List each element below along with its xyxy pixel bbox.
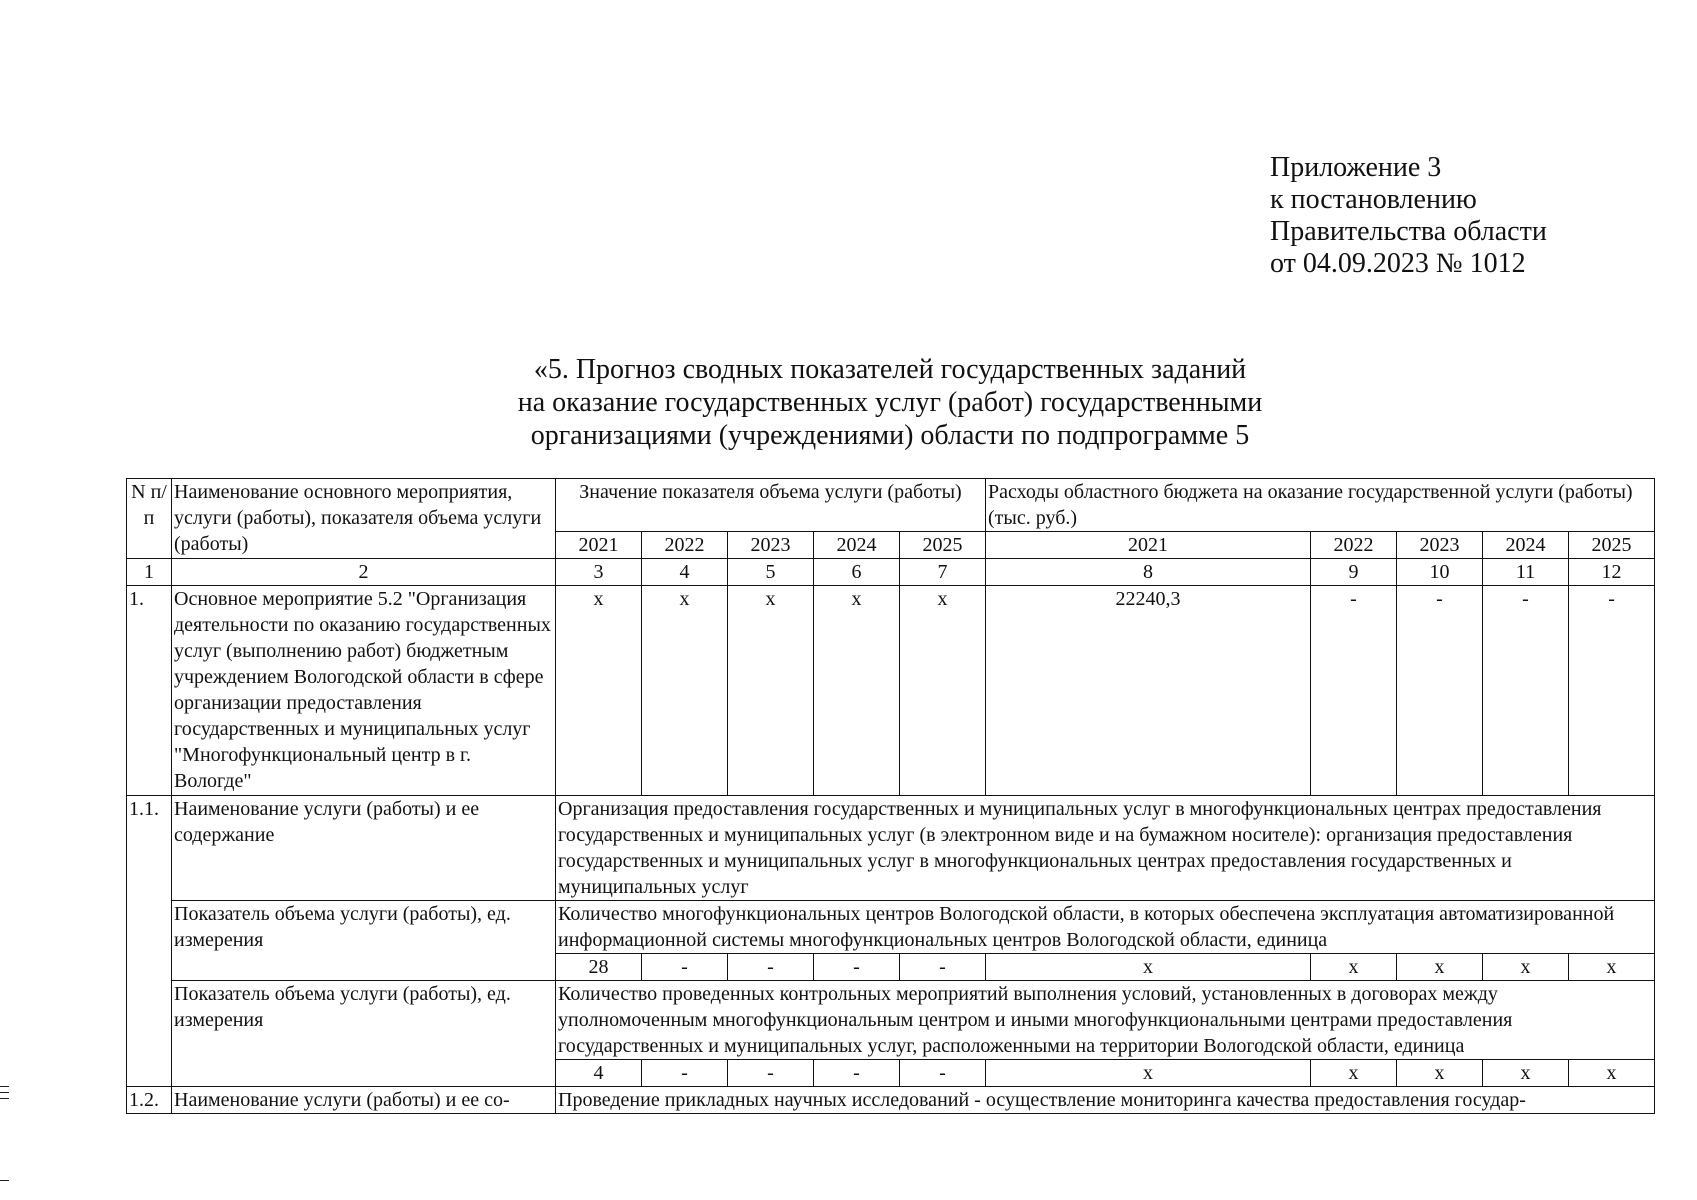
expense-cell: 22240,3	[986, 586, 1311, 796]
col-number: 6	[814, 559, 900, 586]
year-cell: 2021	[556, 532, 642, 559]
table-row-1-2-service	[127, 1087, 1655, 1114]
table-row-1-1-service	[127, 796, 1655, 901]
document-title	[430, 353, 1350, 452]
value-cell: -	[814, 954, 900, 981]
service-text: Проведение прикладных научных исследований - осуществление мониторинга качества предоставления государ-	[556, 1087, 1655, 1114]
col-number: 1	[127, 559, 172, 586]
row-num: 1.2.	[127, 1087, 172, 1114]
value-cell: 28	[556, 954, 642, 981]
margin-tick	[0, 1086, 9, 1087]
indicator-label: Показатель объема услуги (работы), ед. измерения	[172, 901, 556, 981]
col-number: 7	[900, 559, 986, 586]
expense-cell: х	[986, 954, 1311, 981]
appendix-line-3: Правительства области	[1270, 216, 1547, 247]
appendix-line-4: от 04.09.2023 № 1012	[1270, 248, 1526, 279]
expense-cell: -	[1569, 586, 1655, 796]
expense-cell: х	[1569, 954, 1655, 981]
expense-cell: х	[986, 1060, 1311, 1087]
value-cell: -	[900, 1060, 986, 1087]
indicator-text: Количество проведенных контрольных мероприятий выполнения условий, установленных в договорах между уполномоченным многофункциональным центром и иными многофункциональными центрами предоставления государственных и муниципальных услуг, расположенными на территории Вологодской области, единица	[556, 981, 1655, 1060]
value-cell: -	[728, 1060, 814, 1087]
row-num: 1.1.	[127, 796, 172, 1087]
col-number: 5	[728, 559, 814, 586]
expense-cell: -	[1483, 586, 1569, 796]
indicator-label: Показатель объема услуги (работы), ед. измерения	[172, 981, 556, 1087]
table-row-1	[127, 586, 1655, 796]
year-cell: 2023	[728, 532, 814, 559]
value-cell: х	[728, 586, 814, 796]
expense-cell: х	[1483, 954, 1569, 981]
col-number: 9	[1311, 559, 1397, 586]
appendix-line-2: к постановлению	[1270, 184, 1477, 215]
row-num: 1.	[127, 586, 172, 796]
year-cell: 2025	[900, 532, 986, 559]
title-line-1: «5. Прогноз сводных показателей государственных заданий	[533, 354, 1247, 385]
header-volume: Значение показателя объема услуги (работы)	[556, 479, 986, 532]
margin-tick	[0, 1098, 9, 1099]
value-cell: х	[642, 586, 728, 796]
year-cell: 2022	[642, 532, 728, 559]
expense-year-cell: 2021	[986, 532, 1311, 559]
service-label: Наименование услуги (работы) и ее со-	[172, 1087, 556, 1114]
expense-cell: -	[1311, 586, 1397, 796]
col-number: 12	[1569, 559, 1655, 586]
title-line-2: на оказание государственных услуг (работ) государственными	[517, 387, 1263, 418]
service-label: Наименование услуги (работы) и ее содержание	[172, 796, 556, 901]
appendix-block	[1270, 152, 1547, 280]
year-cell: 2024	[814, 532, 900, 559]
value-cell: х	[814, 586, 900, 796]
value-cell: -	[728, 954, 814, 981]
value-cell: х	[556, 586, 642, 796]
margin-tick	[0, 1180, 9, 1181]
margin-tick	[0, 1092, 9, 1093]
appendix-line-1: Приложение 3	[1270, 152, 1442, 183]
column-numbers-row	[127, 559, 1655, 586]
table-row-1-1-indicator-2	[127, 981, 1655, 1060]
expense-cell: х	[1483, 1060, 1569, 1087]
expense-cell: х	[1397, 954, 1483, 981]
col-number: 4	[642, 559, 728, 586]
col-number: 8	[986, 559, 1311, 586]
col-number: 3	[556, 559, 642, 586]
expense-cell: х	[1311, 1060, 1397, 1087]
expense-cell: -	[1397, 586, 1483, 796]
title-line-3: организациями (учреждениями) области по подпрограмме 5	[530, 420, 1250, 451]
header-expenses: Расходы областного бюджета на оказание государственной услуги (работы) (тыс. руб.)	[986, 479, 1655, 532]
expense-year-cell: 2022	[1311, 532, 1397, 559]
value-cell: -	[642, 954, 728, 981]
col-number: 11	[1483, 559, 1569, 586]
value-cell: -	[814, 1060, 900, 1087]
value-cell: -	[642, 1060, 728, 1087]
header-num: N п/п	[127, 479, 172, 559]
indicators-table	[126, 478, 1655, 1114]
indicator-text: Количество многофункциональных центров Вологодской области, в которых обеспечена эксплуатация автоматизированной информационной системы многофункциональных центров Вологодской области, единица	[556, 901, 1655, 954]
col-number: 10	[1397, 559, 1483, 586]
expense-cell: х	[1311, 954, 1397, 981]
row-name: Основное мероприятие 5.2 "Организация деятельности по оказанию государственных услуг (выполнению работ) бюджетным учреждением Вологодской области в сфере организации предоставления государственных и муниципальных услуг "Многофункциональный центр в г. Вологде"	[172, 586, 556, 796]
expense-year-cell: 2025	[1569, 532, 1655, 559]
expense-year-cell: 2023	[1397, 532, 1483, 559]
expense-cell: х	[1397, 1060, 1483, 1087]
col-number: 2	[172, 559, 556, 586]
expense-year-cell: 2024	[1483, 532, 1569, 559]
expense-cell: х	[1569, 1060, 1655, 1087]
header-row	[127, 479, 1655, 532]
value-cell: х	[900, 586, 986, 796]
value-cell: 4	[556, 1060, 642, 1087]
service-text: Организация предоставления государственных и муниципальных услуг в многофункциональных центрах предоставления государственных и муниципальных услуг (в электронном виде и на бумажном носителе): организация предоставления государственных и муниципальных услуг в многофункциональных центрах предоставления государственных и муниципальных услуг	[556, 796, 1655, 901]
table-row-1-1-indicator-1	[127, 901, 1655, 954]
header-name: Наименование основного мероприятия, услуги (работы), показателя объема услуги (работы)	[172, 479, 556, 559]
value-cell: -	[900, 954, 986, 981]
